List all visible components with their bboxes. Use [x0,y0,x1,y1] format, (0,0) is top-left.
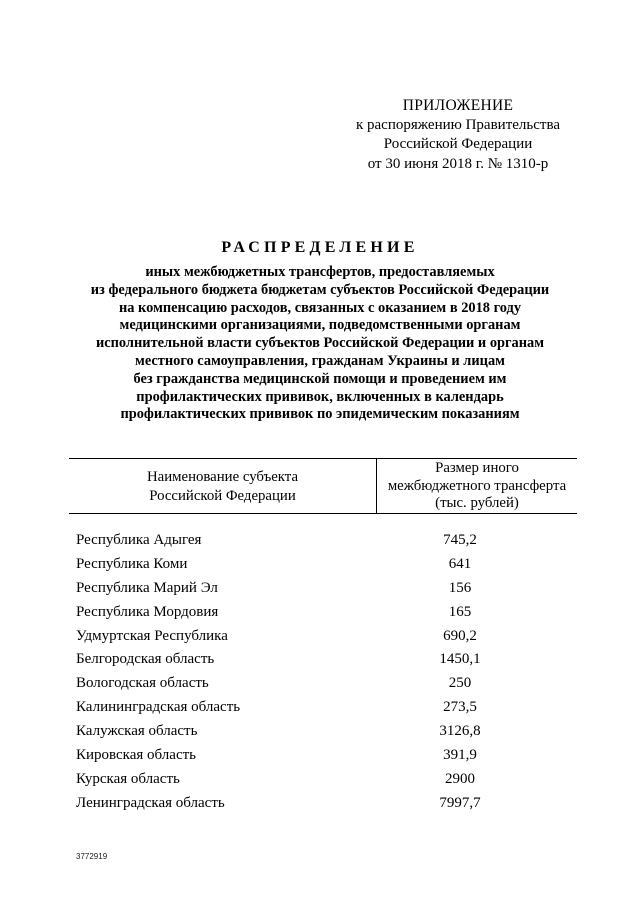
transfer-amount: 641 [448,555,472,572]
subject-name: Калининградская область [76,699,241,716]
header-subject-name [69,468,376,505]
table-body [76,529,576,816]
table-row [76,672,576,696]
subject-name: Ленинградская область [76,794,225,811]
transfer-amount: 250 [448,675,472,692]
subject-name: Белгородская область [76,651,215,668]
table-row [76,601,576,625]
transfer-amount: 3126,8 [439,723,481,740]
header-line: Размер иного [435,460,519,476]
transfer-amount: 7997,7 [439,794,481,811]
header-line: Наименование субъекта [146,469,299,485]
subtitle-line: профилактических прививок, включенных в календарь [136,388,504,405]
appendix-block [320,96,596,174]
subtitle-line: без гражданства медицинской помощи и проведением им [133,370,507,387]
document-subtitle [60,264,580,424]
appendix-label: ПРИЛОЖЕНИЕ [402,97,514,114]
document-title: РАСПРЕДЕЛЕНИЕ [221,239,419,256]
subject-name: Кировская область [76,747,197,764]
header-line: межбюджетного трансферта [387,477,567,494]
header-line: (тыс. рублей) [435,495,519,511]
transfer-amount: 2900 [445,770,475,787]
appendix-line: к распоряжению Правительства [355,116,560,133]
subject-name: Удмуртская Республика [76,627,228,644]
table-row [76,577,576,601]
table-row [76,792,576,816]
subtitle-line: из федерального бюджета бюджетам субъектов Российской Федерации [90,281,550,298]
table-row [76,720,576,744]
subtitle-line: на компенсацию расходов, связанных с оказанием в 2018 году [118,299,522,316]
header-transfer-amount [377,460,577,513]
subject-name: Республика Мордовия [76,603,219,620]
subtitle-line: профилактических прививок по эпидемическим показаниям [120,406,520,423]
transfer-amount: 156 [448,579,472,596]
subtitle-line: медицинскими организациями, подведомственными органам [119,317,521,334]
transfer-amount: 745,2 [443,532,477,548]
transfer-amount: 690,2 [443,627,477,644]
table-row [76,648,576,672]
table-row [76,625,576,649]
subject-name: Курская область [76,770,180,787]
subtitle-line: местного самоуправления, гражданам Украины и лицам [135,352,505,369]
transfer-amount: 165 [448,603,472,620]
table-row [76,744,576,768]
subject-name: Республика Адыгея [76,532,202,548]
subtitle-line: исполнительной власти субъектов Российской Федерации и органам [95,335,545,352]
document-number: 3772919 [76,852,108,861]
transfer-amount: 1450,1 [439,651,481,668]
appendix-line: Российской Федерации [383,136,533,152]
table-header [69,458,577,514]
header-line: Российской Федерации [149,487,296,504]
table-row [76,768,576,792]
subject-name: Республика Марий Эл [76,579,218,596]
table-row [76,529,576,553]
subtitle-line: иных межбюджетных трансфертов, предоставляемых [145,264,495,280]
transfer-amount: 391,9 [443,747,477,764]
subject-name: Республика Коми [76,555,188,572]
appendix-date-number: от 30 июня 2018 г. № 1310-р [367,155,549,172]
table-row [76,696,576,720]
subject-name: Вологодская область [76,675,209,692]
subject-name: Калужская область [76,723,198,740]
transfer-amount: 273,5 [443,699,477,716]
table-row [76,553,576,577]
